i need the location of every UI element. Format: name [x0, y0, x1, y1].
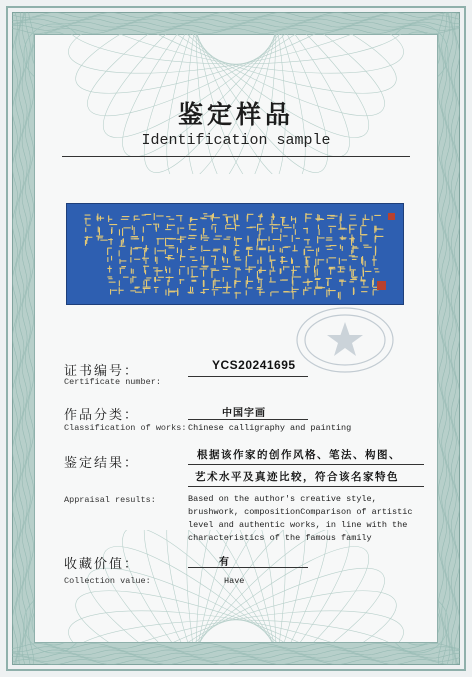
certificate-number-underline [188, 376, 308, 377]
appraisal-value-en-line4: characteristics of the famous family [188, 533, 372, 543]
certificate-number-label: 证书编号： [64, 364, 140, 379]
collection-value-label-en: Collection value: [64, 576, 151, 586]
leading-seal [388, 213, 395, 220]
page-title: 鉴定样品 [177, 100, 294, 129]
page-subtitle: Identification sample [141, 132, 331, 149]
appraisal-label-en: Appraisal results: [64, 495, 156, 505]
artist-seal [377, 281, 386, 290]
classification-value-en: Chinese calligraphy and painting [188, 423, 352, 433]
calligraphy-artwork-image [66, 203, 404, 305]
collection-value-value-en: Have [224, 576, 245, 586]
classification-underline [188, 419, 308, 420]
appraisal-underline-1 [188, 464, 424, 465]
appraisal-value-line2: 艺术水平及真迹比较，符合该名家特色 [195, 471, 399, 483]
certificate-number-value: YCS20241695 [212, 358, 296, 372]
title-divider [62, 156, 410, 157]
appraisal-value-line1: 根据该作家的创作风格、笔法、构图、 [197, 449, 401, 461]
classification-label-en: Classification of works: [64, 423, 187, 433]
calligraphy-strokes [66, 203, 404, 305]
collection-value-value: 有 [219, 557, 230, 568]
appraisal-value-en-line2: brushwork, compositionComparison of artistic [188, 507, 413, 517]
appraisal-label: 鉴定结果： [64, 456, 140, 471]
certificate-number-label-en: Certificate number: [64, 377, 161, 387]
bottom-rosette [34, 530, 438, 642]
classification-value: 中国字画 [222, 408, 266, 419]
collection-value-underline [188, 567, 308, 568]
appraisal-value-en-line1: Based on the author's creative style, [188, 494, 377, 504]
collection-value-label: 收藏价值： [64, 557, 140, 572]
appraisal-underline-2 [188, 486, 424, 487]
appraisal-value-en-line3: level and authentic works, in line with the [188, 520, 408, 530]
classification-label: 作品分类： [64, 408, 140, 423]
